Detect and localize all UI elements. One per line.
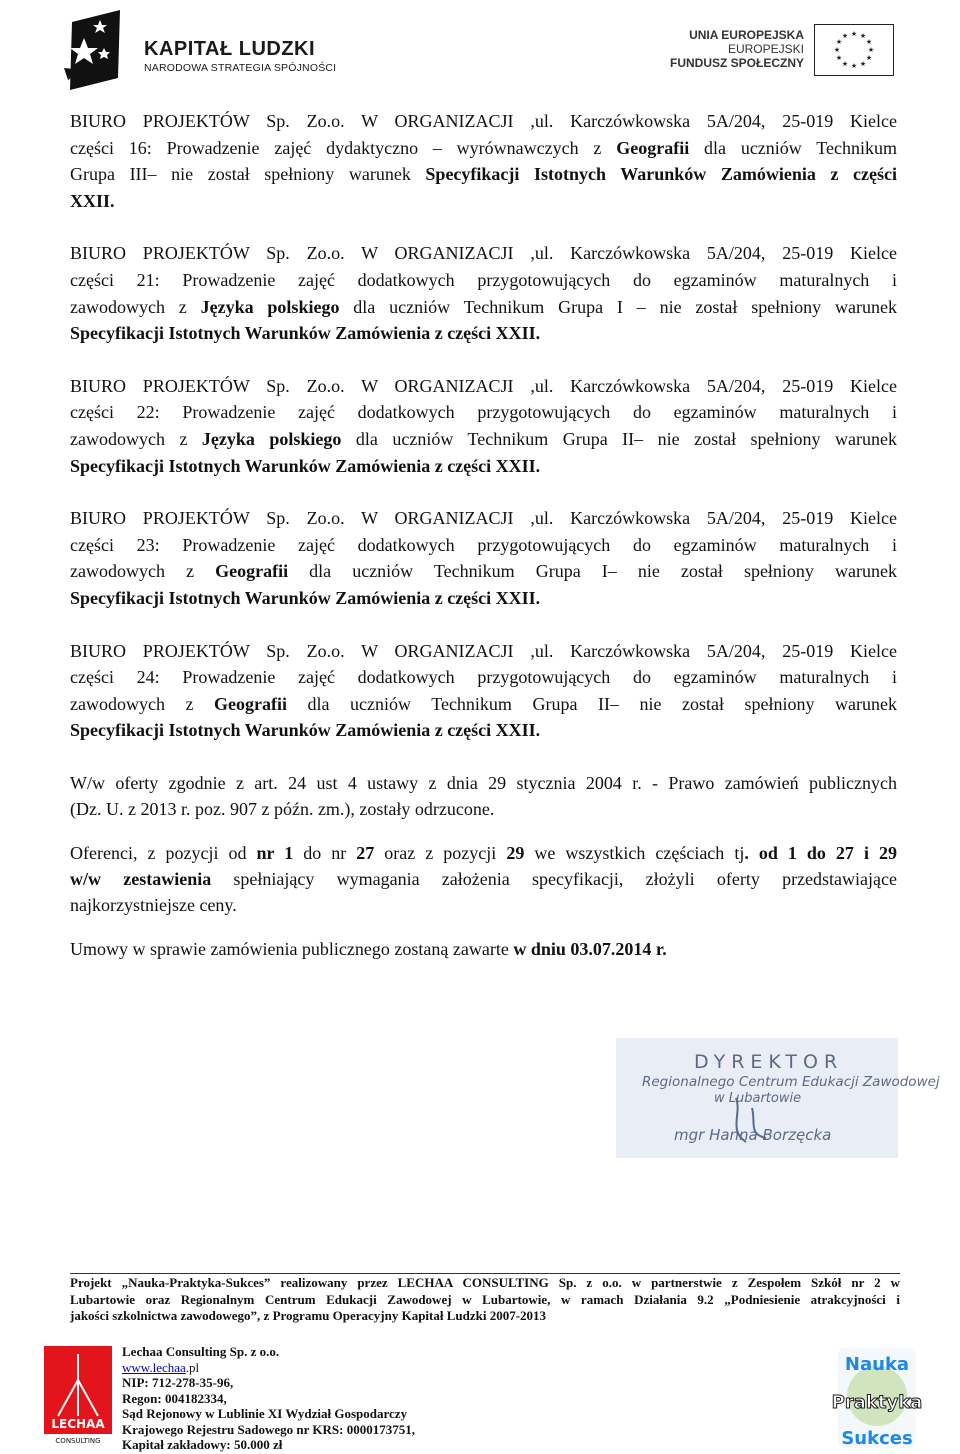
company-regon: Regon: 004182334, [122, 1390, 227, 1406]
section-paragraph [70, 373, 897, 479]
stamp-line-3: w Lubartowie [714, 1091, 802, 1106]
section-paragraph [70, 108, 897, 214]
svg-text:★: ★ [859, 60, 867, 68]
text-run: dla uczniów Technikum Grupa I– nie został spełniony warunek [288, 561, 897, 582]
section-line [70, 188, 897, 215]
text-run: zawodowych z [70, 428, 202, 449]
text-run: W/w oferty zgodnie z art. 24 ust 4 ustawy z dnia 29 stycznia 2004 r. - Prawo zamówień publicznych [70, 772, 897, 793]
text-run: do nr [293, 842, 357, 863]
section-line [70, 320, 897, 347]
company-info [122, 1344, 415, 1453]
eu-flag-icon [814, 24, 894, 76]
text-run: części 21: Prowadzenie zajęć dodatkowych przygotowujących do egzaminów maturalnych i [70, 269, 897, 290]
text-run: BIURO PROJEKTÓW Sp. Zo.o. W ORGANIZACJI ,ul. Karczówkowska 5A/204, 25-019 Kielce [70, 375, 897, 396]
page-header [0, 0, 960, 100]
text-run: części 23: Prowadzenie zajęć dodatkowych przygotowujących do egzaminów maturalnych i [70, 534, 897, 555]
text-run: BIURO PROJEKTÓW Sp. Zo.o. W ORGANIZACJI ,ul. Karczówkowska 5A/204, 25-019 Kielce [70, 508, 897, 529]
nps-line-1: Nauka [844, 1354, 910, 1375]
footer-line-2: Lubartowie oraz Regionalnym Centrum Edukacji Zawodowej w Lubartowie, w ramach Działania 9.2 „Podniesienie atrakcyjności i [70, 1291, 900, 1307]
nps-line-2: Praktyka [831, 1392, 923, 1413]
project-footnote [70, 1275, 900, 1325]
closing-paragraph [70, 936, 897, 962]
text-run: najkorzystniejsze ceny. [70, 894, 237, 915]
section-paragraph [70, 638, 897, 744]
director-stamp-signature [616, 1038, 940, 1158]
section-line [70, 294, 897, 321]
svg-text:★: ★ [850, 30, 858, 38]
nps-line-3: Sukces [841, 1428, 913, 1449]
company-nip: NIP: 712-278-35-96, [122, 1375, 234, 1390]
logo-subtitle: NARODOWA STRATEGIA SPÓJNOŚCI [144, 62, 337, 74]
nauka-praktyka-sukces-logo-icon [832, 1346, 922, 1450]
section-line [70, 373, 897, 400]
eu-line-3: FUNDUSZ SPOŁECZNY [669, 56, 804, 70]
eu-line-1: UNIA EUROPEJSKA [689, 28, 804, 42]
document-body [70, 108, 897, 980]
lechaa-logo-text: LECHAA [51, 1417, 105, 1431]
text-run: Grupa III– nie został spełniony warunek [70, 164, 426, 185]
text-run: dla uczniów Technikum [689, 137, 897, 158]
company-capital: Kapitał zakładowy: 50.000 zł [122, 1437, 283, 1452]
closing-paragraph [70, 770, 897, 822]
text-run: zawodowych z [70, 561, 216, 582]
text-run: dla uczniów Technikum Grupa I – nie został spełniony warunek [339, 296, 897, 317]
text-run: oraz z pozycji [374, 842, 507, 863]
bold-text: nr 1 [256, 842, 294, 863]
bold-text: Geografii [215, 561, 289, 582]
text-run: dla uczniów Technikum Grupa II– nie został spełniony warunek [341, 428, 897, 449]
bold-text: Języka polskiego [201, 428, 342, 449]
logo-title: KAPITAŁ LUDZKI [144, 38, 316, 60]
stamp-line-4: mgr Hanna Borzęcka [674, 1126, 832, 1144]
svg-text:★: ★ [865, 38, 873, 46]
text-run: części 22: Prowadzenie zajęć dodatkowych przygotowujących do egzaminów maturalnych i [70, 402, 897, 423]
bold-text: Specyfikacji Istotnych Warunków Zamówienia z części XXII. [70, 587, 541, 608]
text-run: Oferenci, z pozycji od [70, 842, 257, 863]
closing-line [70, 892, 897, 918]
lechaa-logo-icon [44, 1346, 112, 1446]
bold-text: Geografii [214, 693, 287, 714]
text-run: dla uczniów Technikum Grupa II– nie został spełniony warunek [287, 693, 897, 714]
svg-text:★: ★ [835, 38, 843, 46]
section-line [70, 453, 897, 480]
footer-line-3: jakości szkolnictwa zawodowego”, z Programu Operacyjny Kapitał Ludzki 2007-2013 [70, 1308, 547, 1323]
eu-text-block [662, 28, 804, 70]
section-line [70, 717, 897, 744]
section-line [70, 585, 897, 612]
text-run: we wszystkich częściach tj [524, 842, 745, 863]
text-run: BIURO PROJEKTÓW Sp. Zo.o. W ORGANIZACJI ,ul. Karczówkowska 5A/204, 25-019 Kielce [70, 243, 897, 264]
section-line [70, 426, 897, 453]
closing-line [70, 866, 897, 892]
section-line [70, 638, 897, 665]
text-run: zawodowych z [70, 296, 201, 317]
company-krs: Krajowego Rejestru Sadowego nr KRS: 0000173751, [122, 1421, 415, 1437]
section-line [70, 267, 897, 294]
bold-text: Specyfikacji Istotnych Warunków Zamówienia z części XXII. [70, 455, 541, 476]
section-paragraph [70, 505, 897, 611]
stamp-line-2: Regionalnego Centrum Edukacji Zawodowej [642, 1074, 940, 1090]
company-name: Lechaa Consulting Sp. z o.o. [122, 1344, 280, 1359]
text-run: Umowy w sprawie zamówienia publicznego zostaną zawarte [70, 938, 514, 959]
svg-text:★: ★ [835, 54, 843, 62]
bold-text: 29 [506, 842, 525, 863]
section-line [70, 691, 897, 718]
text-run: BIURO PROJEKTÓW Sp. Zo.o. W ORGANIZACJI ,ul. Karczówkowska 5A/204, 25-019 Kielce [70, 640, 897, 661]
svg-text:★: ★ [865, 54, 873, 62]
bold-text: w dniu 03.07.2014 r. [513, 938, 667, 959]
bold-text: Specyfikacji Istotnych Warunków Zamówienia z części XXII. [70, 323, 541, 344]
section-line [70, 532, 897, 559]
kapital-ludzki-logo-icon [64, 8, 124, 92]
section-line [70, 664, 897, 691]
text-run: spełniający wymagania założenia specyfikacji, złożyli oferty przedstawiające [211, 868, 897, 889]
section-line [70, 240, 897, 267]
company-www-link[interactable]: www.lechaa [122, 1359, 186, 1375]
bold-text: XXII. [70, 190, 115, 211]
lechaa-logo-sub: CONSULTING [55, 1437, 101, 1445]
svg-text:★: ★ [841, 32, 849, 40]
bold-text: . od 1 do 27 i 29 [744, 842, 897, 863]
closing-line [70, 936, 897, 962]
text-run: części 16: Prowadzenie zajęć dydaktyczno – wyrównawczych z [70, 137, 617, 158]
section-line [70, 108, 897, 135]
bold-text: Specyfikacji Istotnych Warunków Zamówienia z części [425, 164, 897, 185]
svg-text:★: ★ [867, 46, 875, 54]
text-run: BIURO PROJEKTÓW Sp. Zo.o. W ORGANIZACJI ,ul. Karczówkowska 5A/204, 25-019 Kielce [70, 111, 897, 131]
bold-text: Geografii [616, 137, 690, 158]
section-line [70, 558, 897, 585]
section-line [70, 505, 897, 532]
section-line [70, 399, 897, 426]
svg-text:★: ★ [833, 46, 841, 54]
eu-line-2: EUROPEJSKI [727, 42, 804, 56]
stamp-line-1: DYREKTOR [694, 1051, 844, 1073]
company-www: www.lechaa.pl [122, 1359, 200, 1375]
svg-text:★: ★ [850, 62, 858, 70]
closing-line [70, 770, 897, 796]
svg-text:★: ★ [859, 32, 867, 40]
closing-line [70, 796, 897, 822]
bold-text: w/w zestawienia [70, 868, 212, 889]
text-run: (Dz. U. z 2013 r. poz. 907 z późn. zm.), zostały odrzucone. [70, 798, 495, 819]
bold-text: Specyfikacji Istotnych Warunków Zamówienia z części XXII. [70, 720, 541, 741]
text-run: zawodowych z [70, 693, 215, 714]
bold-text: Języka polskiego [200, 296, 340, 317]
section-paragraph [70, 240, 897, 346]
svg-text:★: ★ [841, 60, 849, 68]
closing-line [70, 840, 897, 866]
footer-divider [70, 1273, 900, 1274]
company-court: Sąd Rejonowy w Lublinie XI Wydział Gospodarczy [122, 1406, 408, 1421]
section-line [70, 135, 897, 162]
section-line [70, 161, 897, 188]
closing-paragraph [70, 840, 897, 918]
footer-line-1: Projekt „Nauka-Praktyka-Sukces” realizowany przez LECHAA CONSULTING Sp. z o.o. w partnerstwie z Zespołem Szkół nr 2 w [70, 1275, 900, 1290]
text-run: części 24: Prowadzenie zajęć dodatkowych przygotowujących do egzaminów maturalnych i [70, 667, 897, 688]
bold-text: 27 [356, 842, 375, 863]
